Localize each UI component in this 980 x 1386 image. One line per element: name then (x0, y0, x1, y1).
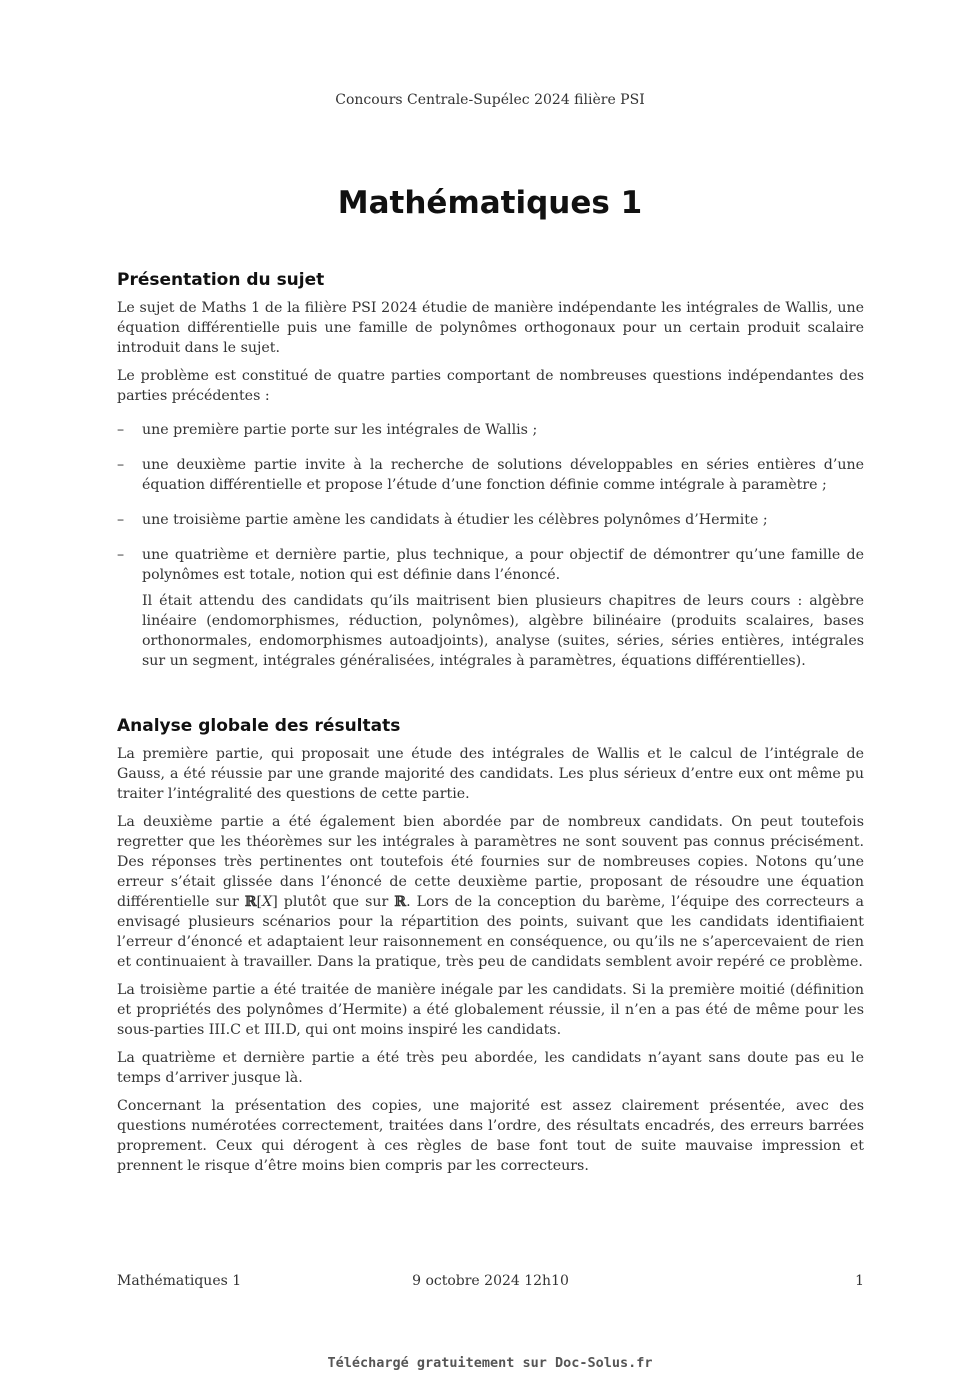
list-item-text: une deuxième partie invite à la recherche de solutions développables en séries entières d’une équation différentielle et propose l’étude d’une fonction définie comme intégrale à paramètre ; (142, 457, 864, 493)
section-presentation (117, 270, 864, 679)
bracket: ] (272, 894, 278, 910)
dash-bullet: – (117, 547, 125, 563)
text-run: . Lors de la conception du barème, l’équipe des correcteurs a envisagé plusieurs scénarios pour la répartition des points, suivant que les candidats identifiaient l’erreur d’énoncé et adaptaient leur raisonnement en conséquence, ou qu’ils ne s’apercevaient de rien et continuaient à travailler. Dans la pratique, très peu de candidats semblent avoir repéré ce problème. (117, 894, 864, 970)
paragraph: La première partie, qui proposait une étude des intégrales de Wallis et le calcul de l’intégrale de Gauss, a été réussie par une grande majorité des candidats. Les plus sérieux d’entre eux ont même pu traiter l’intégralité des questions de cette partie. (117, 746, 864, 802)
running-header: Concours Centrale-Supélec 2024 filière PSI (335, 92, 645, 108)
dash-bullet: – (117, 512, 125, 528)
list-item-text: une troisième partie amène les candidats à étudier les célèbres polynômes d’Hermite ; (142, 512, 768, 528)
parts-list (117, 420, 864, 585)
paragraph: Il était attendu des candidats qu’ils maitrisent bien plusieurs chapitres de leurs cours : algèbre linéaire (endomorphismes, réduction, polynômes), algèbre bilinéaire (produits scalaires, bases orthonormales, endomorphismes autoadjoints), analyse (suites, séries, séries entières, intégrales sur un segment, intégrales généralisées, intégrales à paramètres, équations différentielles). (142, 593, 864, 669)
footer-date: 9 octobre 2024 12h10 (412, 1273, 569, 1289)
paragraph: La troisième partie a été traitée de manière inégale par les candidats. Si la première moitié (définition et propriétés des polynômes d’Hermite) a été globalement réussie, il n’en a pas été de même pour les sous-parties III.C et III.D, qui ont moins inspiré les candidats. (117, 982, 864, 1038)
paragraph: La quatrième et dernière partie a été très peu abordée, les candidats n’ayant sans doute pas eu le temps d’arriver jusque là. (117, 1050, 864, 1086)
section-analysis (117, 716, 864, 1184)
list-item (117, 420, 864, 440)
paragraph (117, 812, 864, 972)
page-number: 1 (855, 1273, 864, 1289)
real-numbers-symbol: ℝ (394, 894, 407, 910)
bracket: [ (256, 894, 263, 910)
section-heading: Analyse globale des résultats (117, 716, 401, 736)
list-item-text: une première partie porte sur les intégrales de Wallis ; (142, 422, 538, 438)
download-notice: Téléchargé gratuitement sur Doc-Solus.fr (327, 1355, 653, 1371)
list-item-text: une quatrième et dernière partie, plus technique, a pour objectif de démontrer qu’une famille de polynômes est totale, notion qui est définie dans l’énoncé. (142, 547, 864, 583)
text-run: La deuxième partie a été également bien abordée par de nombreux candidats. On peut toutefois regretter que les théorèmes sur les intégrales à paramètres ne sont souvent pas connus précisément. Des réponses très pertinentes ont toutefois été fournies sur de nombreuses copies. Notons qu’une erreur s’était glissée dans l’énoncé de cette deuxième partie, proposant de résoudre une équation différentielle sur (117, 814, 864, 910)
section-heading: Présentation du sujet (117, 270, 325, 290)
dash-bullet: – (117, 422, 125, 438)
document-title: Mathématiques 1 (337, 185, 643, 221)
dash-bullet: – (117, 457, 125, 473)
paragraph: Concernant la présentation des copies, une majorité est assez clairement présentée, avec des questions numérotées correctement, traitées dans l’ordre, des résultats encadrés, des erreurs barrées proprement. Ceux qui dérogent à ces règles de base font tout de suite mauvaise impression et prennent le risque d’être moins bien compris par les correcteurs. (117, 1098, 864, 1174)
list-item (117, 455, 864, 495)
real-numbers-symbol: ℝ (244, 894, 257, 910)
math-variable: X (262, 894, 273, 910)
paragraph: Le sujet de Maths 1 de la filière PSI 2024 étudie de manière indépendante les intégrales de Wallis, une équation différentielle puis une famille de polynômes orthogonaux pour un certain produit scalaire introduit dans le sujet. (117, 300, 864, 356)
list-item (117, 545, 864, 585)
footer-title: Mathématiques 1 (117, 1273, 242, 1289)
list-item (117, 510, 864, 530)
text-run: plutôt que sur (277, 894, 395, 910)
paragraph: Le problème est constitué de quatre parties comportant de nombreuses questions indépendantes des parties précédentes : (117, 368, 864, 404)
